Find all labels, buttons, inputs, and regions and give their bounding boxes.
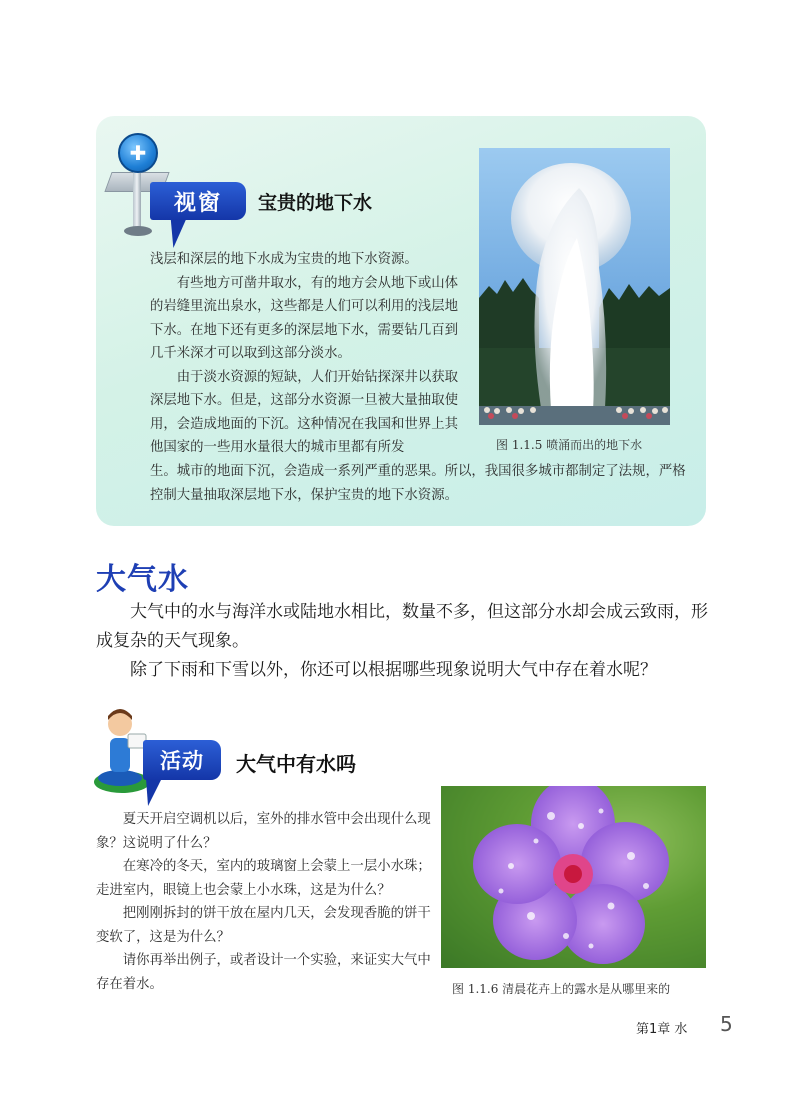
activity-paragraph: 请你再举出例子，或者设计一个实验，来证实大气中存在着水。 xyxy=(96,953,431,992)
geyser-illustration xyxy=(479,148,670,425)
page-number: 5 xyxy=(720,1012,733,1036)
activity-paragraph: 在寒冷的冬天，室内的玻璃窗上会蒙上一层小水珠；走进室内，眼镜上也会蒙上小水珠，这是为什么？ xyxy=(96,859,431,898)
section-body xyxy=(96,598,716,685)
window-paragraph: 浅层和深层的地下水成为宝贵的地下水资源。 xyxy=(150,252,418,267)
geyser-caption: 图 1.1.5 喷涌而出的地下水 xyxy=(496,438,643,452)
window-title: 宝贵的地下水 xyxy=(258,192,373,214)
flower-caption: 图 1.1.6 清晨花卉上的露水是从哪里来的 xyxy=(452,982,671,996)
activity-paragraph: 夏天开启空调机以后，室外的排水管中会出现什么现象？这说明了什么？ xyxy=(96,812,431,851)
compass-icon: ✚ xyxy=(118,133,158,173)
section-title: 大气水 xyxy=(96,562,189,597)
window-body-wide xyxy=(150,460,690,507)
section-paragraph: 大气中的水与海洋水或陆地水相比，数量不多，但这部分水却会成云致雨，形成复杂的天气现象。 xyxy=(96,602,708,651)
footer-chapter: 第1章 水 xyxy=(636,1022,688,1037)
window-body xyxy=(150,248,470,460)
activity-body xyxy=(96,808,432,996)
activity-badge: 活动 xyxy=(143,740,221,780)
signpost-pole xyxy=(133,168,141,232)
flower-photo xyxy=(441,786,706,968)
section-paragraph: 除了下雨和下雪以外，你还可以根据哪些现象说明大气中存在着水呢？ xyxy=(130,660,657,680)
activity-paragraph: 把刚刚拆封的饼干放在屋内几天，会发现香脆的饼干变软了，这是为什么？ xyxy=(96,906,431,945)
window-badge: 视窗 xyxy=(150,182,246,220)
signpost-base xyxy=(124,226,152,236)
window-paragraph: 有些地方可凿井取水，有的地方会从地下或山体的岩缝里流出泉水，这些都是人们可以利用的浅层地下水。在地下还有更多的深层地下水，需要钻几百到几千米深才可以取到这部分淡水。 xyxy=(150,275,458,361)
geyser-photo xyxy=(479,148,670,425)
dew-flower-illustration xyxy=(441,786,706,968)
window-paragraph: 生。城市的地面下沉，会造成一系列严重的恶果。所以，我国很多城市都制定了法规，严格控制大量抽取深层地下水，保护宝贵的地下水资源。 xyxy=(150,464,686,503)
activity-title: 大气中有水吗 xyxy=(236,752,356,776)
window-paragraph: 由于淡水资源的短缺，人们开始钻探深井以获取深层地下水。但是，这部分水资源一旦被大量抽取使用，会造成地面的下沉。这种情况在我国和世界上其他国家的一些用水量很大的城市里都有所发 xyxy=(150,369,458,455)
